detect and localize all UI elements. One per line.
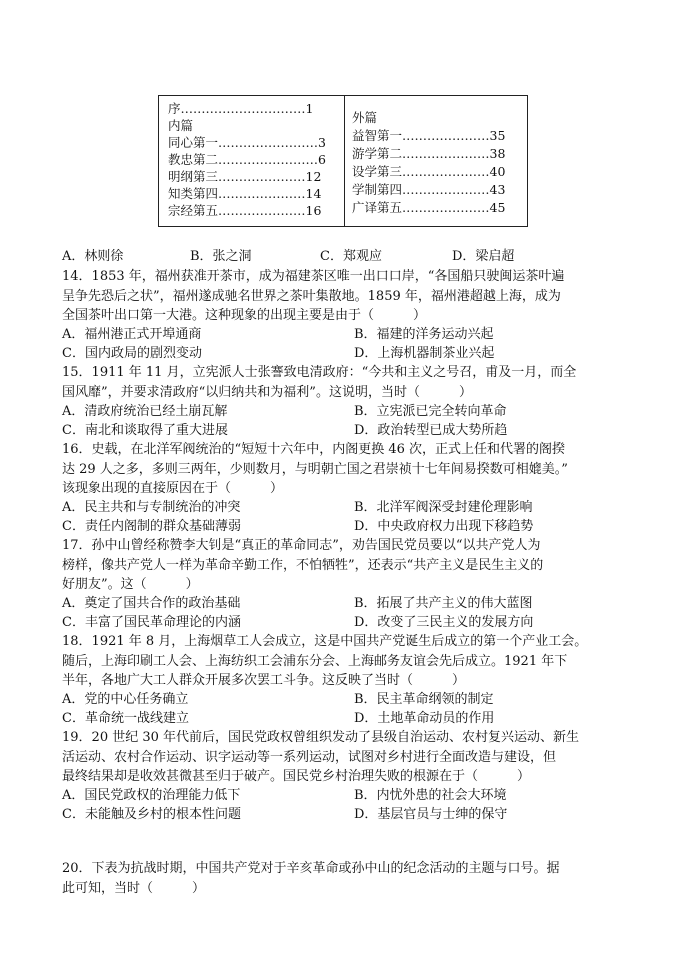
question-text: 国风靡”，并要求清政府“以归纳共和为福利”。这说明，当时（ ） [62,385,472,400]
option-b: B．张之洞 [190,249,252,264]
toc-left-item: 教忠第二……………………6 [168,152,326,167]
toc-right-item: 游学第二…………………38 [352,146,506,161]
toc-left-item: 宗经第五…………………16 [168,203,322,218]
toc-left-item: 内篇 [168,118,194,133]
option-a: A．民主共和与专制统治的冲突 [62,500,241,515]
question-text: 19．20 世纪 30 年代前后，国民党政权曾组织发动了县级自治运动、农村复兴运动、新生 [62,730,580,745]
option-b: B．拓展了共产主义的伟大蓝图 [354,596,533,611]
toc-left-item: 序…………………………1 [168,101,314,116]
toc-right-item: 学制第四…………………43 [352,182,506,197]
toc-right-item: 广译第五…………………45 [352,200,506,215]
option-b: B．内忧外患的社会大环境 [354,788,507,803]
option-d: D．政治转型已成大势所趋 [354,423,508,438]
option-d: D．上海机器制茶业兴起 [354,346,495,361]
question-text: 达 29 人之多，多则三两年，少则数月，与明朝亡国之君崇祯十七年间易揆数可相媲美。” [62,462,568,477]
option-d: D．改变了三民主义的发展方向 [354,615,534,630]
option-a: A．国民党政权的治理能力低下 [62,788,241,803]
option-a: A．福州港正式开埠通商 [62,327,202,342]
question-text: 随后，上海印刷工人会、上海纺织工会浦东分会、上海邮务友谊会先后成立。1921 年下 [62,654,568,669]
question-text: 半年，各地广大工人群众开展多次罢工斗争。这反映了当时（ ） [62,673,466,688]
question-text: 15．1911 年 11 月，立宪派人士张謇致电清政府：“今共和主义之号召，甫及一月，而全 [62,365,577,380]
question-text: 17．孙中山曾经称赞李大钊是“真正的革命同志”，劝告国民党员要以“以共产党人为 [62,538,541,553]
option-c: C．郑观应 [320,249,382,264]
option-a: A．党的中心任务确立 [62,692,189,707]
option-a: A．林则徐 [62,249,124,264]
option-c: C．革命统一战线建立 [62,711,189,726]
option-c: C．南北和谈取得了重大进展 [62,423,228,438]
option-c: C．丰富了国民革命理论的内涵 [62,615,241,630]
option-d: D．土地革命动员的作用 [354,711,495,726]
option-b: B．民主革命纲领的制定 [354,692,494,707]
table-divider [344,96,345,226]
question-text: 14．1853 年，福州获准开茶市，成为福建茶区唯一出口口岸，“各国船只驶闽运茶叶遍 [62,269,565,284]
toc-left-item: 明纲第三…………………12 [168,169,322,184]
question-text: 全国茶叶出口第一大港。这种现象的出现主要是由于（ ） [62,308,427,323]
option-b: B．福建的洋务运动兴起 [354,327,494,342]
question-text: 好朋友”。这（ ） [62,577,199,592]
toc-left-item: 同心第一……………………3 [168,135,326,150]
question-text: 16．史载，在北洋军阀统治的“短短十六年中，内阁更换 46 次，正式上任和代署的阁揆 [62,442,565,457]
question-text: 18．1921 年 8 月，上海烟草工人会成立，这是中国共产党诞生后成立的第一个产业工会。 [62,634,588,649]
question-text: 此可知，当时（ ） [62,881,206,896]
toc-right-item: 设学第三…………………40 [352,164,506,179]
option-d: D．中央政府权力出现下移趋势 [354,519,534,534]
option-c: C．未能触及乡村的根本性问题 [62,807,241,822]
question-text: 活运动、农村合作运动、识字运动等一系列运动，试图对乡村进行全面改造与建设，但 [62,750,557,765]
question-text: 最终结果却是收效甚微甚至归于破产。国民党乡村治理失败的根源在于（ ） [62,769,531,784]
question-text: 榜样，像共产党人一样为革命辛勤工作，不怕牺牲”，还表示“共产主义是民生主义的 [62,558,544,573]
question-text: 该现象出现的直接原因在于（ ） [62,481,284,496]
option-a: A．奠定了国共合作的政治基础 [62,596,241,611]
toc-right-item: 外篇 [352,110,378,125]
option-c: C．责任内阁制的群众基础薄弱 [62,519,241,534]
toc-left-item: 知类第四…………………14 [168,186,322,201]
option-a: A．清政府统治已经土崩瓦解 [62,404,228,419]
question-text: 呈争先恐后之状”，福州遂成驰名世界之茶叶集散地。1859 年，福州港超越上海，成为 [62,289,561,304]
question-text: 20．下表为抗战时期，中国共产党对于辛亥革命或孙中山的纪念活动的主题与口号。据 [62,861,560,876]
option-b: B．北洋军阀深受封建伦理影响 [354,500,533,515]
catalog-table [158,95,528,227]
option-b: B．立宪派已完全转向革命 [354,404,507,419]
option-d: D．梁启超 [452,249,515,264]
option-d: D．基层官员与士绅的保守 [354,807,508,822]
option-c: C．国内政局的剧烈变动 [62,346,202,361]
toc-right-item: 益智第一…………………35 [352,128,506,143]
